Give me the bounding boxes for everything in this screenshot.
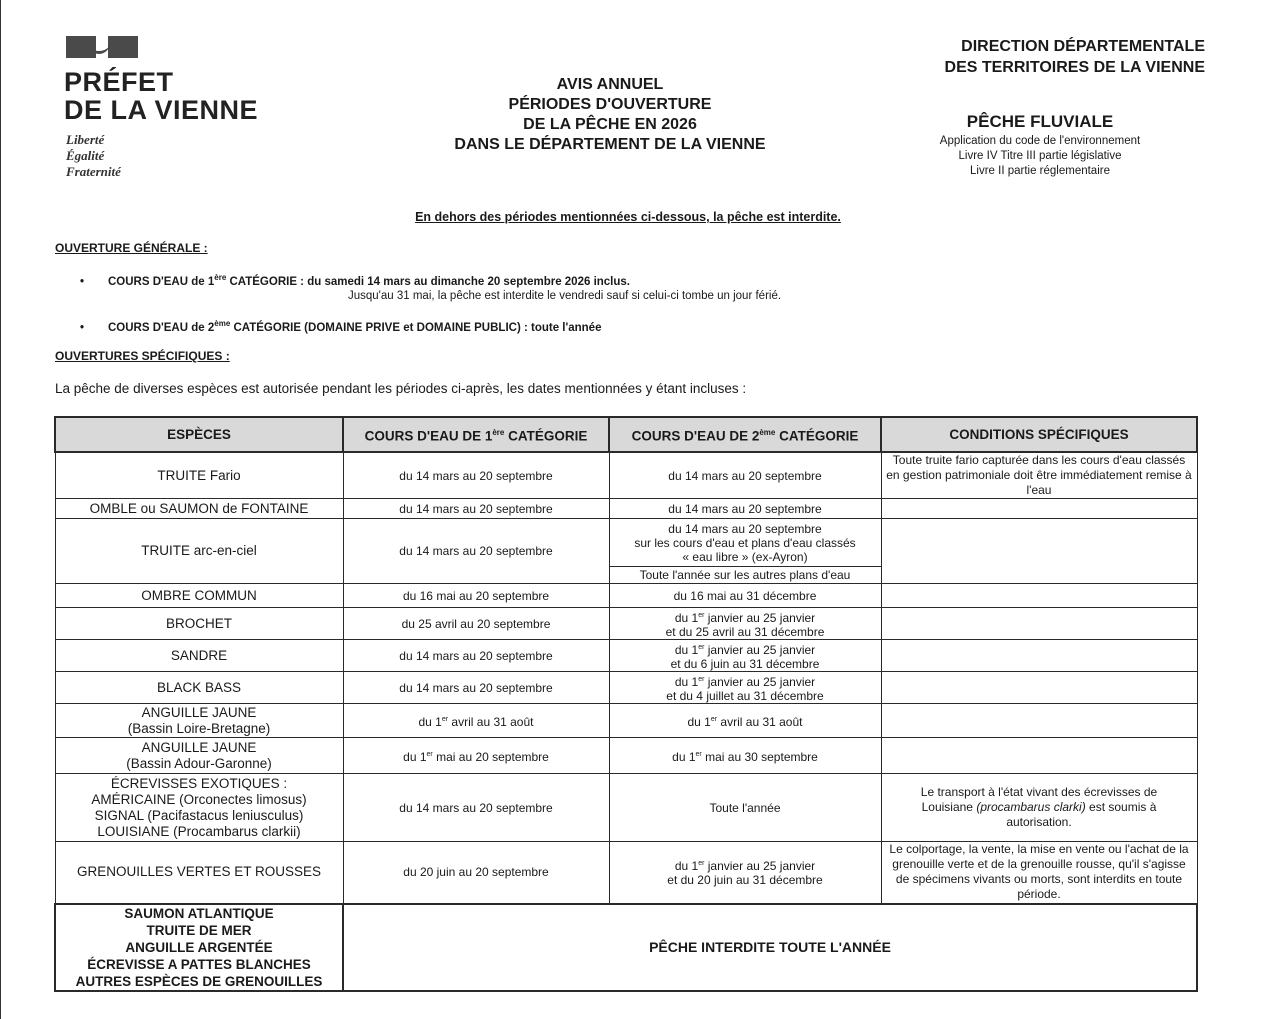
cat2-prefix: du 1 [674, 859, 699, 874]
species-cell: SANDRE [55, 640, 343, 672]
bullet-categorie-1-sub: Jusqu'au 31 mai, la pêche est interdite le vendredi sauf si celui-ci tombe un jour férié. [348, 290, 782, 302]
cat1-cell: du 14 mars au 20 septembre [343, 672, 609, 704]
cat2-line [613, 641, 878, 657]
bullet-icon: • [80, 321, 85, 334]
cat2-cell: Toute l'année [609, 774, 881, 842]
cat1-cell [343, 738, 609, 774]
species-cell: BLACK BASS [55, 672, 343, 704]
species-line: SAUMON ATLANTIQUE [124, 905, 274, 921]
bullet2-sup: ème [214, 319, 231, 328]
title-line-2: PÉRIODES D'OUVERTURE [508, 96, 712, 113]
bullet-categorie-2 [80, 319, 601, 334]
species-cell: GRENOUILLES VERTES ET ROUSSES [55, 842, 343, 904]
condition-latin-name: (procambarus clarki) [976, 800, 1086, 814]
species-line: ANGUILLE JAUNE [141, 704, 257, 720]
table-row [55, 774, 1197, 842]
cat2-cell: Toute l'année sur les autres plans d'eau [609, 567, 881, 584]
col-cat2-sup: ème [759, 427, 776, 437]
cat2-suffix: janvier au 25 janvier [704, 610, 816, 625]
condition-cell [881, 738, 1197, 774]
application-line-2: Livre IV Titre III partie législative [958, 150, 1122, 162]
application-text [890, 134, 1190, 179]
condition-line: Le transport à l'état vivant des écrevisses de [920, 785, 1158, 799]
direction-line-1: DIRECTION DÉPARTEMENTALE [961, 38, 1205, 55]
species-cell: TRUITE Fario [55, 452, 343, 499]
condition-cell [881, 519, 1197, 584]
cat1-sup: er [441, 715, 449, 723]
table-row [55, 499, 1197, 519]
prefet-title [64, 68, 258, 124]
condition-part: est soumis à [1085, 800, 1157, 814]
direction-title [895, 36, 1205, 78]
condition-cell [881, 584, 1197, 608]
cat2-line [613, 609, 878, 625]
republic-motto [66, 132, 121, 180]
species-cell: OMBLE ou SAUMON de FONTAINE [55, 499, 343, 519]
application-line-3: Livre II partie réglementaire [970, 165, 1110, 177]
cat2-suffix: janvier au 25 janvier [704, 859, 816, 874]
condition-cell: Le colportage, la vente, la mise en vente ou l'achat de la grenouille verte et de la grenouille rousse, qu'il s'agisse de spécimens vivants ou morts, sont interdits en toute période. [881, 842, 1197, 904]
bullet1-prefix: COURS D'EAU de 1 [108, 275, 215, 288]
application-line-1: Application du code de l'environnement [939, 135, 1141, 147]
species-cell [55, 738, 343, 774]
cat1-cell [343, 704, 609, 738]
cat2-sup: er [698, 860, 705, 868]
cat2-prefix: du 1 [687, 714, 711, 729]
cat2-cell: du 16 mai au 31 décembre [609, 584, 881, 608]
table-row [55, 842, 1197, 904]
cat1-sup: er [426, 750, 433, 758]
col-cat1-prefix: COURS D'EAU DE 1 [364, 428, 493, 444]
document-title [400, 75, 820, 155]
table-header-row [55, 417, 1197, 452]
motto-liberte: Liberté [66, 132, 105, 147]
prefet-line-1: PRÉFET [64, 67, 174, 97]
col-categorie-1 [343, 417, 609, 452]
bullet-categorie-1 [80, 273, 630, 288]
table-row [55, 452, 1197, 499]
species-line: (Bassin Adour-Garonne) [126, 755, 272, 771]
cat1-cell: du 20 juin au 20 septembre [343, 842, 609, 904]
cat2-sup: er [695, 750, 702, 758]
col-cat2-prefix: COURS D'EAU DE 2 [631, 428, 760, 444]
cat2-cell [609, 842, 881, 904]
cat2-prefix: du 1 [674, 674, 699, 689]
col-cat1-sup: ère [492, 427, 505, 437]
bullet1-sup: ère [214, 273, 227, 282]
condition-part: Louisiane [921, 800, 977, 814]
condition-line: autorisation. [1006, 815, 1072, 829]
species-line: LOUISIANE (Procambarus clarkii) [97, 823, 301, 839]
cat2-sup: er [710, 715, 718, 723]
col-cat2-suffix: CATÉGORIE [775, 428, 859, 444]
cat2-line: et du 20 juin au 31 décembre [667, 873, 823, 888]
cat2-suffix: janvier au 25 janvier [704, 674, 816, 689]
title-line-3: DE LA PÊCHE EN 2026 [523, 116, 697, 133]
cat2-cell: du 14 mars au 20 septembre [609, 452, 881, 499]
cat2-line: et du 25 avril au 31 décembre [665, 624, 825, 639]
species-cell: OMBRE COMMUN [55, 584, 343, 608]
cat1-prefix: du 1 [418, 714, 442, 729]
title-line-1: AVIS ANNUEL [556, 76, 664, 93]
cat1-cell: du 14 mars au 20 septembre [343, 640, 609, 672]
cat2-cell [609, 640, 881, 672]
condition-cell [881, 608, 1197, 640]
table-row [55, 904, 1197, 991]
cat2-suffix: mai au 30 septembre [701, 749, 818, 764]
cat2-cell [609, 704, 881, 738]
cat1-suffix: avril au 31 août [448, 714, 534, 729]
col-conditions: CONDITIONS SPÉCIFIQUES [881, 417, 1197, 452]
peche-fluviale-title: PÊCHE FLUVIALE [966, 112, 1114, 131]
table-row [55, 704, 1197, 738]
species-line: ANGUILLE ARGENTÉE [125, 939, 273, 955]
title-line-4: DANS LE DÉPARTEMENT DE LA VIENNE [454, 136, 766, 153]
cat1-suffix: mai au 20 septembre [432, 749, 549, 764]
cat2-sup: er [698, 675, 705, 683]
cat2-line: « eau libre » (ex-Ayron) [682, 549, 808, 564]
marianne-logo-icon [66, 36, 138, 58]
species-cell: BROCHET [55, 608, 343, 640]
cat2-cell [609, 672, 881, 704]
table-row [55, 672, 1197, 704]
cat2-line: et du 4 juillet au 31 décembre [666, 688, 824, 703]
species-cell [55, 774, 343, 842]
cat1-cell: du 16 mai au 20 septembre [343, 584, 609, 608]
col-especes: ESPÈCES [55, 417, 343, 452]
condition-cell [881, 640, 1197, 672]
species-line: ÉCREVISSES EXOTIQUES : [110, 775, 288, 791]
motto-fraternite: Fraternité [66, 164, 121, 179]
periods-table [54, 416, 1198, 992]
cat2-line: sur les cours d'eau et plans d'eau classés [634, 535, 856, 550]
species-line: (Bassin Loire-Bretagne) [127, 720, 271, 736]
cat2-cell [609, 608, 881, 640]
page-edge [0, 0, 1, 1019]
table-row [55, 640, 1197, 672]
cat2-cell [609, 519, 881, 567]
cat2-line [613, 857, 878, 873]
ouverture-generale-heading: OUVERTURE GÉNÉRALE : [55, 241, 208, 255]
condition-cell [881, 499, 1197, 519]
condition-cell [881, 774, 1197, 842]
direction-line-2: DES TERRITOIRES DE LA VIENNE [944, 59, 1205, 76]
intro-text: La pêche de diverses espèces est autorisée pendant les périodes ci-après, les dates mentionnées y étant incluses : [55, 381, 747, 396]
cat1-cell: du 14 mars au 20 septembre [343, 452, 609, 499]
bullet-icon: • [80, 275, 85, 288]
col-cat1-suffix: CATÉGORIE [504, 428, 588, 444]
condition-cell: Toute truite fario capturée dans les cours d'eau classés en gestion patrimoniale doit être immédiatement remise à l'eau [881, 452, 1197, 499]
cat1-prefix: du 1 [403, 749, 427, 764]
ouvertures-specifiques-heading: OUVERTURES SPÉCIFIQUES : [55, 349, 230, 363]
cat1-cell: du 25 avril au 20 septembre [343, 608, 609, 640]
species-line: TRUITE DE MER [146, 922, 252, 938]
cat2-prefix: du 1 [672, 749, 696, 764]
cat2-sup: er [698, 611, 705, 619]
cat2-prefix: du 1 [674, 642, 699, 657]
condition-cell [881, 704, 1197, 738]
cat1-cell: du 14 mars au 20 septembre [343, 519, 609, 584]
condition-line [885, 800, 1194, 815]
prefet-line-2: DE LA VIENNE [64, 95, 259, 125]
bullet2-suffix: CATÉGORIE (DOMAINE PRIVE et DOMAINE PUBLIC) : toute l'année [230, 321, 602, 334]
species-line: SIGNAL (Pacifastacus leniusculus) [94, 807, 304, 823]
table-row [55, 584, 1197, 608]
cat2-suffix: janvier au 25 janvier [704, 642, 816, 657]
cat2-cell [609, 738, 881, 774]
species-line: AUTRES ESPÈCES DE GRENOUILLES [75, 973, 323, 989]
cat2-line [613, 673, 878, 689]
table-row [55, 608, 1197, 640]
table-row [55, 738, 1197, 774]
species-line: ÉCREVISSE A PATTES BLANCHES [87, 956, 311, 972]
cat2-line: et du 6 juin au 31 décembre [670, 656, 820, 671]
table-row [55, 519, 1197, 567]
cat2-prefix: du 1 [674, 610, 699, 625]
interdiction-notice: En dehors des périodes mentionnées ci-dessous, la pêche est interdite. [415, 210, 841, 224]
motto-egalite: Égalité [66, 148, 105, 163]
species-cell [55, 704, 343, 738]
bullet2-prefix: COURS D'EAU de 2 [108, 321, 215, 334]
bullet1-suffix: CATÉGORIE : du samedi 14 mars au dimanche 20 septembre 2026 inclus. [226, 275, 630, 288]
cat2-cell: du 14 mars au 20 septembre [609, 499, 881, 519]
cat1-cell: du 14 mars au 20 septembre [343, 774, 609, 842]
cat1-cell: du 14 mars au 20 septembre [343, 499, 609, 519]
condition-cell [881, 672, 1197, 704]
species-line: ANGUILLE JAUNE [141, 739, 257, 755]
species-line: AMÉRICAINE (Orconectes limosus) [91, 791, 307, 807]
cat2-suffix: avril au 31 août [717, 714, 803, 729]
cat2-sup: er [698, 643, 705, 651]
interdit-cell: PÊCHE INTERDITE TOUTE L'ANNÉE [343, 904, 1197, 991]
species-cell [55, 904, 343, 991]
cat2-line: du 14 mars au 20 septembre [668, 521, 822, 536]
col-categorie-2 [609, 417, 881, 452]
species-cell: TRUITE arc-en-ciel [55, 519, 343, 584]
